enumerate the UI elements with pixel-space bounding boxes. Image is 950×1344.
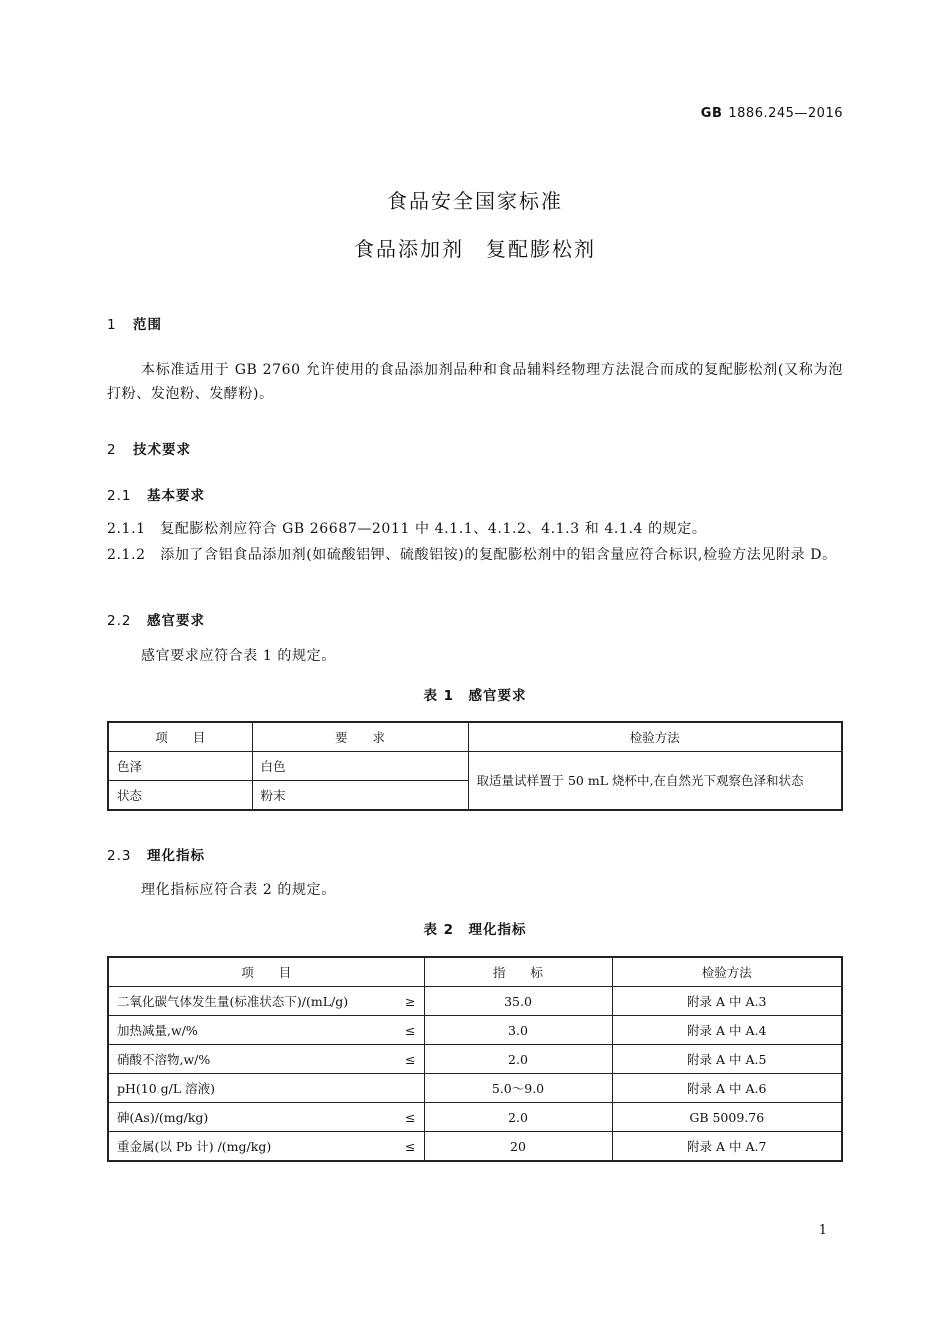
table-2-method-cell: 附录 A 中 A.3: [612, 987, 842, 1016]
table-2-item-cell: 硝酸不溶物,w/% ≤: [108, 1045, 424, 1074]
table-2-header-value: 指 标: [424, 957, 612, 987]
table-2-method-cell: 附录 A 中 A.7: [612, 1132, 842, 1162]
table-row: [108, 1016, 842, 1045]
table-1-header-row: [108, 722, 842, 752]
table-1-requirement-cell: 粉末: [252, 781, 468, 811]
table-row: [108, 987, 842, 1016]
table-row: [108, 752, 842, 781]
standard-number: 1886.245—2016: [728, 106, 843, 121]
clause-2-1-2: 2.1.2 添加了含铝食品添加剂(如硫酸铝钾、硫酸铝铵)的复配膨松剂中的铝含量应符合标识,检验方法见附录 D。: [107, 547, 837, 563]
table-2-item-cell: 砷(As)/(mg/kg) ≤: [108, 1103, 424, 1132]
section-2-2-heading: 2.2 感官要求: [107, 613, 205, 629]
table-1-item-cell: 色泽: [108, 752, 252, 781]
table-1-requirement-cell: 白色: [252, 752, 468, 781]
table-1-header-item: 项 目: [108, 722, 252, 752]
relation-symbol: ≥: [405, 993, 416, 1009]
table-1-caption: 表 1 感官要求: [423, 688, 527, 704]
table-2-value-cell: 3.0: [424, 1016, 612, 1045]
table-2-method-cell: 附录 A 中 A.6: [612, 1074, 842, 1103]
table-2-method-cell: 附录 A 中 A.4: [612, 1016, 842, 1045]
table-2-item-cell: pH(10 g/L 溶液): [108, 1074, 424, 1103]
table-2-method-cell: GB 5009.76: [612, 1103, 842, 1132]
section-2-2-text: 感官要求应符合表 1 的规定。: [141, 648, 336, 664]
table-1-header-requirement: 要 求: [252, 722, 468, 752]
section-2-heading: 2 技术要求: [107, 442, 191, 458]
relation-symbol: ≤: [405, 1138, 416, 1154]
table-2-item-cell: 二氧化碳气体发生量(标准状态下)/(mL/g) ≥: [108, 987, 424, 1016]
relation-symbol: ≤: [405, 1051, 416, 1067]
table-2: [107, 956, 843, 1162]
table-row: [108, 1103, 842, 1132]
table-2-method-cell: 附录 A 中 A.5: [612, 1045, 842, 1074]
section-1-heading: 1 范围: [107, 317, 162, 333]
table-2-value-cell: 2.0: [424, 1045, 612, 1074]
section-2-3-heading: 2.3 理化指标: [107, 848, 205, 864]
section-2-3-text: 理化指标应符合表 2 的规定。: [141, 882, 336, 898]
page-number: 1: [818, 1223, 827, 1238]
table-2-item-cell: 重金属(以 Pb 计) /(mg/kg) ≤: [108, 1132, 424, 1162]
table-2-header-method: 检验方法: [612, 957, 842, 987]
table-row: [108, 1074, 842, 1103]
table-1: [107, 721, 843, 811]
section-1-text: 本标准适用于 GB 2760 允许使用的食品添加剂品种和食品辅料经物理方法混合而成的复配膨松剂(又称为泡打粉、发泡粉、发酵粉)。: [107, 362, 843, 402]
table-2-header-row: [108, 957, 842, 987]
table-2-header-item: 项 目: [108, 957, 424, 987]
standard-code: [701, 106, 843, 121]
relation-symbol: ≤: [405, 1022, 416, 1038]
table-2-item-cell: 加热减量,w/% ≤: [108, 1016, 424, 1045]
table-1-method-cell: 取适量试样置于 50 mL 烧杯中,在自然光下观察色泽和状态: [468, 752, 842, 811]
clause-2-1-1: 2.1.1 复配膨松剂应符合 GB 26687—2011 中 4.1.1、4.1.2、4.1.3 和 4.1.4 的规定。: [107, 521, 707, 537]
table-2-value-cell: 20: [424, 1132, 612, 1162]
document-title: 食品安全国家标准: [387, 189, 563, 213]
table-1-item-cell: 状态: [108, 781, 252, 811]
section-2-1-heading: 2.1 基本要求: [107, 488, 205, 504]
relation-symbol: ≤: [405, 1109, 416, 1125]
table-1-header-method: 检验方法: [468, 722, 842, 752]
document-subtitle: 食品添加剂 复配膨松剂: [354, 237, 596, 261]
table-2-value-cell: 5.0～9.0: [424, 1074, 612, 1103]
standard-prefix: GB: [700, 106, 723, 121]
table-row: [108, 1132, 842, 1162]
table-2-value-cell: 2.0: [424, 1103, 612, 1132]
table-2-caption: 表 2 理化指标: [423, 922, 527, 938]
table-2-value-cell: 35.0: [424, 987, 612, 1016]
table-row: [108, 1045, 842, 1074]
